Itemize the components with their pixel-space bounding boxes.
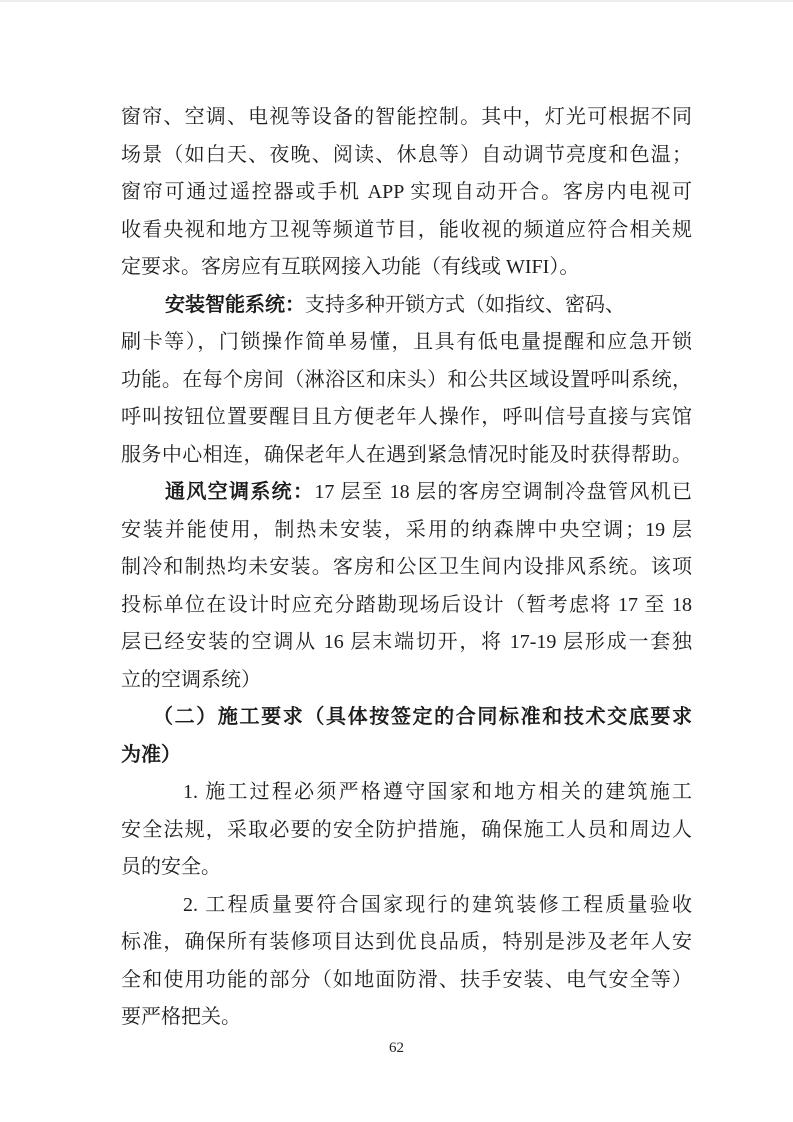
text-run: 要严格把关。 xyxy=(121,1006,241,1028)
text-run: 呼叫按钮位置要醒目且方便老年人操作，呼叫信号直接与宾馆 xyxy=(121,406,692,428)
text-line xyxy=(121,287,692,325)
construction-requirements-heading xyxy=(121,699,692,774)
page-footer xyxy=(0,1036,793,1060)
text-line xyxy=(121,212,692,250)
text-line xyxy=(121,474,692,512)
text-line xyxy=(121,99,692,137)
page-number: 62 xyxy=(389,1040,404,1056)
text-run: 员的安全。 xyxy=(121,856,221,878)
text-line xyxy=(121,812,692,850)
text-line xyxy=(121,624,692,662)
text-run: 立的空调系统） xyxy=(121,668,261,691)
text-line xyxy=(121,962,692,1000)
text-run: 安装并能使用，制热未安装，采用的纳森牌中央空调；19 层 xyxy=(121,518,692,541)
text-run: 全和使用功能的部分（如地面防滑、扶手安装、电气安全等） xyxy=(121,968,692,991)
text-line xyxy=(121,512,692,550)
text-run: 窗帘、空调、电视等设备的智能控制。其中，灯光可根据不同 xyxy=(121,106,692,128)
smart-lock-call-system-paragraph xyxy=(121,287,692,475)
text-line xyxy=(121,174,692,212)
text-run: 安全法规，采取必要的安全防护措施，确保施工人员和周边人 xyxy=(121,818,692,841)
text-line xyxy=(121,774,692,812)
text-run: 制冷和制热均未安装。客房和公区卫生间内设排风系统。该项 xyxy=(121,556,692,578)
text-run: 为准） xyxy=(121,743,181,766)
document-body xyxy=(121,99,692,1037)
text-run: 服务中心相连，确保老年人在遇到紧急情况时能及时获得帮助。 xyxy=(121,443,692,466)
text-line xyxy=(121,437,692,475)
text-run: 功能。在每个房间（淋浴区和床头）和公共区域设置呼叫系统， xyxy=(121,368,692,391)
hvac-system-paragraph xyxy=(121,474,692,699)
section-label: 安装智能系统： xyxy=(165,293,305,316)
text-run: 层已经安装的空调从 16 层末端切开，将 17-19 层形成一套独 xyxy=(121,631,692,653)
text-line xyxy=(121,137,692,175)
text-line xyxy=(121,849,692,887)
text-run: 支持多种开锁方式（如指纹、密码、 xyxy=(305,293,625,316)
text-run: 刷卡等），门锁操作简单易懂，且具有低电量提醒和应急开锁 xyxy=(121,331,692,353)
text-line xyxy=(121,662,692,700)
text-run: 2. 工程质量要符合国家现行的建筑装修工程质量验收 xyxy=(183,893,692,916)
text-run: 定要求。客房应有互联网接入功能（有线或 WIFI）。 xyxy=(121,256,580,278)
text-run: 17 层至 18 层的客房空调制冷盘管风机已 xyxy=(314,481,693,503)
text-line xyxy=(121,887,692,925)
text-run: 标准，确保所有装修项目达到优良品质，特别是涉及老年人安 xyxy=(121,931,692,953)
text-line xyxy=(121,587,692,625)
text-run: 场景（如白天、夜晚、阅读、休息等）自动调节亮度和色温； xyxy=(121,143,692,166)
smart-device-control-paragraph xyxy=(121,99,692,287)
text-line xyxy=(121,924,692,962)
text-run: 1. 施工过程必须严格遵守国家和地方相关的建筑施工 xyxy=(183,781,692,803)
text-run: 投标单位在设计时应充分踏勘现场后设计（暂考虑将 17 至 18 xyxy=(121,593,692,616)
section-label: 通风空调系统： xyxy=(165,481,315,503)
text-run: 窗帘可通过遥控器或手机 APP 实现自动开合。客房内电视可 xyxy=(121,181,692,203)
text-line xyxy=(121,399,692,437)
page-top-edge-line xyxy=(0,0,793,2)
text-run: 收看央视和地方卫视等频道节目，能收视的频道应符合相关规 xyxy=(121,218,692,241)
text-line xyxy=(121,324,692,362)
construction-quality-item-2 xyxy=(121,887,692,1037)
text-line xyxy=(121,737,692,775)
text-line xyxy=(121,249,692,287)
construction-safety-item-1 xyxy=(121,774,692,887)
text-line xyxy=(121,362,692,400)
text-run: （二）施工要求（具体按签定的合同标准和技术交底要求 xyxy=(153,706,692,728)
text-line xyxy=(121,999,692,1037)
text-line xyxy=(121,699,692,737)
text-line xyxy=(121,549,692,587)
